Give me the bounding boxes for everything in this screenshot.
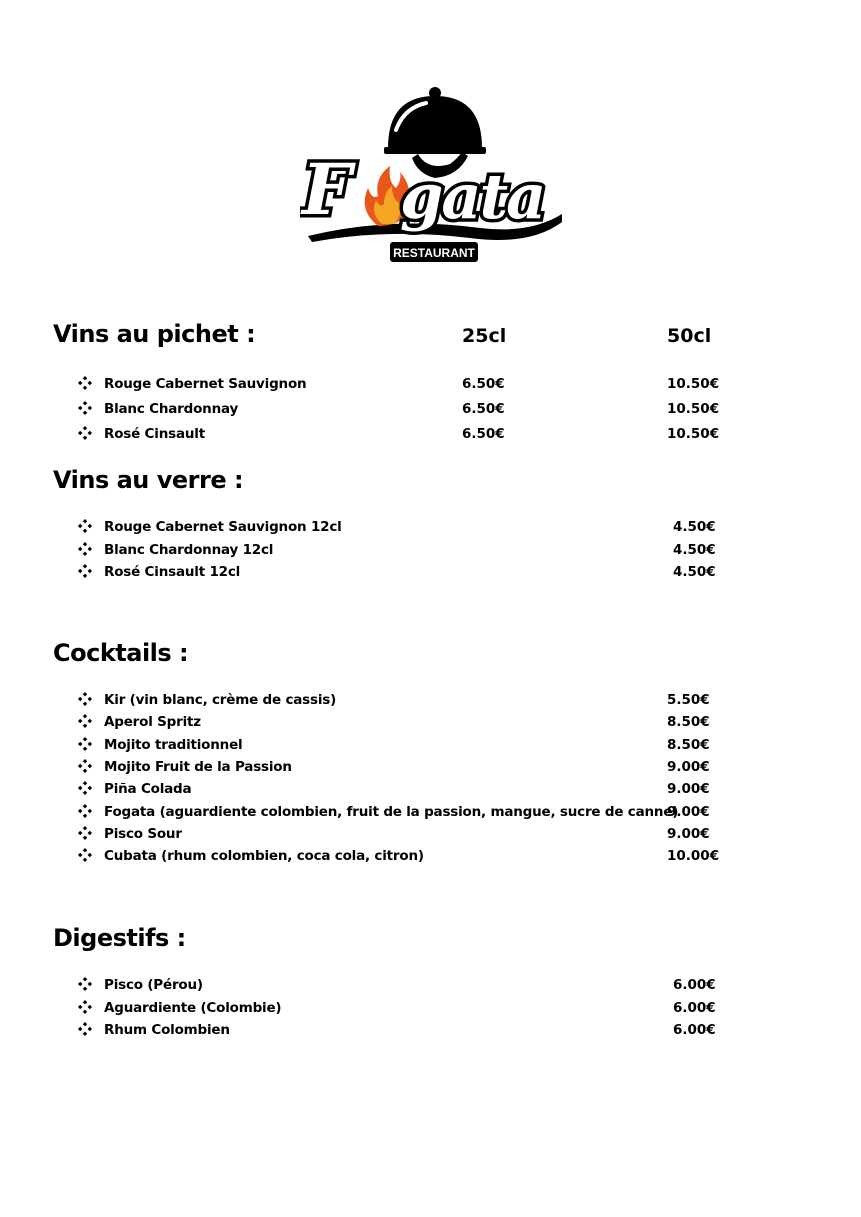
diamond-bullet-icon <box>78 542 92 556</box>
diamond-bullet-icon <box>78 804 92 818</box>
menu-item <box>78 689 738 711</box>
price-25cl: 6.50€ <box>462 401 505 417</box>
price-25cl: 6.50€ <box>462 376 505 392</box>
diamond-bullet-icon <box>78 519 92 533</box>
menu-item-price: 9.00€ <box>667 803 710 820</box>
svg-text:F: F <box>302 148 352 231</box>
menu-item <box>78 997 738 1019</box>
menu-item-price: 8.50€ <box>667 714 710 731</box>
menu-item-price: 10.00€ <box>667 848 720 865</box>
svg-text:gata: gata <box>400 160 545 233</box>
section-title-pichet: Vins au pichet : <box>53 320 256 348</box>
logo-tagline: RESTAURANT <box>393 246 475 260</box>
menu-item-name: Rosé Cinsault 12cl <box>104 564 241 580</box>
diamond-bullet-icon <box>78 781 92 795</box>
menu-item <box>78 1019 738 1041</box>
menu-item-name: Aperol Spritz <box>104 714 201 731</box>
logo-graphic <box>300 86 565 264</box>
menu-item-name: Rouge Cabernet Sauvignon <box>104 376 307 392</box>
menu-item-name: Mojito Fruit de la Passion <box>104 758 292 775</box>
menu-item-price: 4.50€ <box>673 564 716 580</box>
price-50cl: 10.50€ <box>667 426 720 442</box>
diamond-bullet-icon <box>78 977 92 991</box>
diamond-bullet-icon <box>78 401 92 415</box>
section-title-cocktails: Cocktails : <box>53 639 189 667</box>
menu-item-name: Kir (vin blanc, crème de cassis) <box>104 692 337 708</box>
menu-item-price: 8.50€ <box>667 736 710 753</box>
column-header-25cl: 25cl <box>462 325 507 347</box>
diamond-bullet-icon <box>78 376 92 390</box>
menu-item-name: Blanc Chardonnay 12cl <box>104 541 274 558</box>
diamond-bullet-icon <box>78 1000 92 1014</box>
menu-item-price: 6.00€ <box>673 999 716 1016</box>
menu-item <box>78 801 738 823</box>
menu-item-name: Rhum Colombien <box>104 1022 230 1038</box>
diamond-bullet-icon <box>78 692 92 706</box>
menu-item <box>78 398 738 420</box>
menu-item <box>78 756 738 778</box>
menu-item-price: 6.00€ <box>673 1022 716 1038</box>
section-title-verre: Vins au verre : <box>53 466 244 494</box>
menu-item-price: 9.00€ <box>667 758 710 775</box>
price-25cl: 6.50€ <box>462 426 505 442</box>
menu-item-price: 9.00€ <box>667 781 710 798</box>
menu-item <box>78 516 738 538</box>
menu-item <box>78 974 738 996</box>
price-50cl: 10.50€ <box>667 376 720 392</box>
diamond-bullet-icon <box>78 564 92 578</box>
diamond-bullet-icon <box>78 737 92 751</box>
section-title-digestifs: Digestifs : <box>53 924 186 952</box>
menu-item-name: Blanc Chardonnay <box>104 401 239 417</box>
diamond-bullet-icon <box>78 826 92 840</box>
menu-item <box>78 561 738 583</box>
restaurant-logo <box>300 86 565 264</box>
menu-item-price: 4.50€ <box>673 541 716 558</box>
menu-item-name: Mojito traditionnel <box>104 736 243 753</box>
menu-item <box>78 734 738 756</box>
diamond-bullet-icon <box>78 1022 92 1036</box>
menu-item-name: Fogata (aguardiente colombien, fruit de la passion, mangue, sucre de canne) <box>104 803 679 820</box>
menu-item-name: Aguardiente (Colombie) <box>104 999 282 1016</box>
menu-item-price: 4.50€ <box>673 519 716 535</box>
menu-item-name: Pisco Sour <box>104 825 182 842</box>
menu-item-name: Pisco (Pérou) <box>104 977 203 993</box>
menu-item-name: Piña Colada <box>104 781 192 798</box>
menu-item <box>78 845 738 867</box>
menu-item-price: 9.00€ <box>667 825 710 842</box>
diamond-bullet-icon <box>78 759 92 773</box>
menu-item-name: Cubata (rhum colombien, coca cola, citron) <box>104 848 424 865</box>
menu-item-name: Rosé Cinsault <box>104 426 205 442</box>
column-header-50cl: 50cl <box>667 325 712 347</box>
menu-item <box>78 823 738 845</box>
diamond-bullet-icon <box>78 848 92 862</box>
menu-item <box>78 539 738 561</box>
menu-item <box>78 711 738 733</box>
price-50cl: 10.50€ <box>667 401 720 417</box>
menu-item-name: Rouge Cabernet Sauvignon 12cl <box>104 519 342 535</box>
menu-item-price: 6.00€ <box>673 977 716 993</box>
menu-item <box>78 373 738 395</box>
diamond-bullet-icon <box>78 714 92 728</box>
diamond-bullet-icon <box>78 426 92 440</box>
menu-item <box>78 778 738 800</box>
menu-item-price: 5.50€ <box>667 692 710 708</box>
menu-item <box>78 423 738 445</box>
